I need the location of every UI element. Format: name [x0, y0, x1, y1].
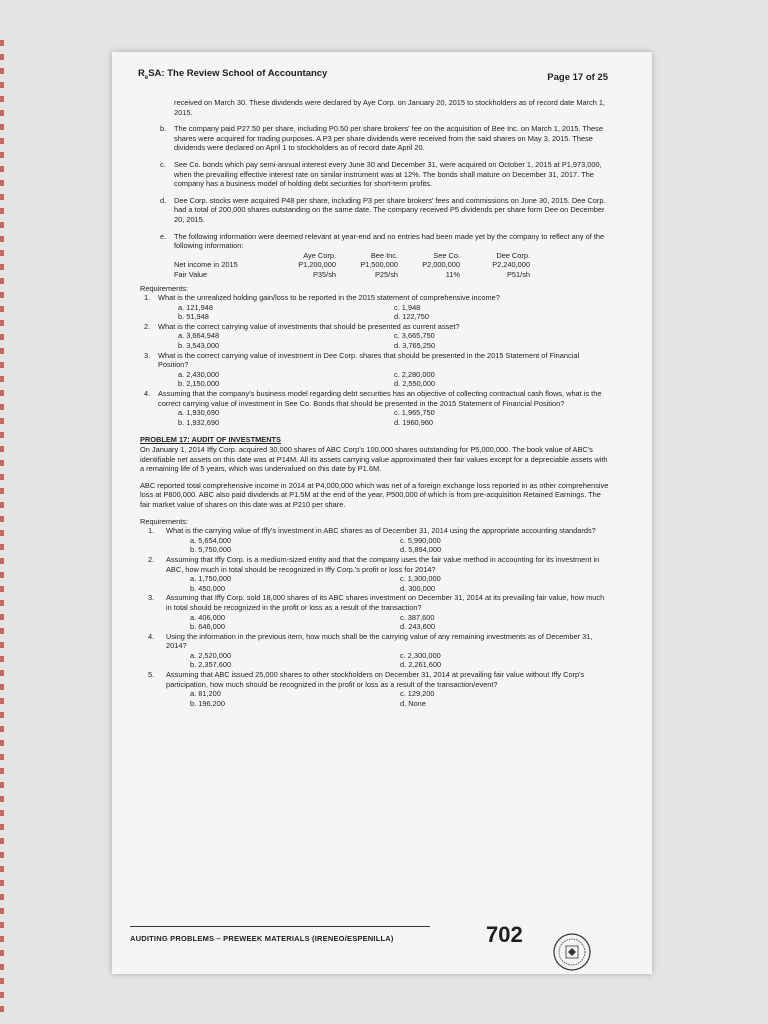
p17-question-3: 3. Assuming that Iffy Corp. sold 18,000 shares of its ABC shares investment on December 31, 2014 at its prevailing fair value, how much in total should be recognized in the profit or loss as a result of the transaction? [148, 593, 605, 612]
p17-question-1: 1. What is the carrying value of Iffy's investment in ABC shares as of December 31, 2014 using the appropriate accounting standards? [148, 526, 596, 536]
question-2-options: a. 3,664,948 c. 3,665,750 b. 3,543,000 d. 3,765,250 [178, 331, 436, 351]
question-1-options: a. 121,948 c. 1,948 b. 51,948 d. 122,750 [178, 302, 429, 322]
p17-question-2: 2. Assuming that Iffy Corp. is a medium-sized entity and that the company uses the fair value method in accounting for its investment in ABC, how much in total should be recognized in Iffy Corp.'s profit or loss for 2014? [148, 554, 600, 574]
item-e: e. The following information were deemed relevant at year-end and no entries had been made yet by the company to reflect any of the following information: [160, 231, 605, 251]
page-indicator: Page 17 of 25 [547, 72, 608, 83]
question-3-options: a. 2,430,000 c. 2,280,000 b. 2,150,000 d. 2,550,000 [178, 369, 436, 389]
p17-question-5-options: a. 81,200 c. 129,200 b. 196,200 d. None [190, 689, 435, 708]
p17-question-1-options: a. 5,654,000 c. 5,990,000 b. 5,750,000 d. 5,894,000 [190, 535, 442, 555]
document-body [140, 98, 610, 708]
school-name: $R_eSA$: The Review School of Accountancy [138, 68, 328, 81]
p17-question-5: 5. Assuming that ABC issued 25,000 shares to other stockholders on December 31, 2014 at prevailing fair value without Iffy Corp's participation, how much should be recognized in the profit or loss as a result of the transaction/event? [148, 670, 585, 689]
intro-paragraph: received on March 30. These dividends were declared by Aye Corp. on January 20, 2015 to stockholders as of record date March 1, 2015. [174, 98, 606, 117]
question-4-options: a. 1,930,690 c. 1,965,750 b. 1,932,690 d. 1960,960 [178, 408, 435, 427]
investment-info-table: Aye Corp. Bee Inc. See Co. Dee Corp. Net income in 2015 P1,200,000 P1,500,000 P2,000,000 P2,240,000 Fair Value P35/sh P25/sh 11% P51/sh [174, 250, 530, 279]
scan-edge-marks [0, 40, 4, 1020]
p17-question-4-options: a. 2,520,000 c. 2,300,000 b. 2,357,600 d. 2,261,600 [190, 650, 442, 670]
question-1: 1. What is the unrealized holding gain/loss to be reported in the 2015 statement of comprehensive income? [144, 293, 500, 303]
footer-rule [130, 926, 430, 927]
item-c: c. See Co. bonds which pay semi-annual interest every June 30 and December 31, were acquired on October 1, 2015 at P1,973,000, when the prevailing effective interest rate on similar instrument was at 12%. The bonds shall mature on December 31, 2017. The company has a business model of holding debt securities for short-term profits. [160, 159, 602, 189]
question-4: 4. Assuming that the company's business model regarding debt securities has an objective of collecting contractual cash flows, what is the correct carrying value of investment in See Co. Bonds that should be presented in the 2015 Statement of Financial Position? [144, 389, 602, 408]
item-b: b. The company paid P27.50 per share, including P0.50 per share brokers' fee on the acquisition of Bee Inc. on March 1, 2015. These shares were acquired for trading purposes. A P3 per share dividends were received from the said shares on May 3, 2015. These dividends were declared on April 1 to stockholders as of record date April 20. [160, 124, 603, 153]
requirements-heading: Requirements: [140, 283, 189, 293]
p17-question-3-options: a. 406,000 c. 387,600 b. 646,000 d. 243,600 [190, 612, 435, 632]
item-d: d. Dee Corp. stocks were acquired P48 per share, including P3 per share brokers' fees and commissions on June 30, 2015. Dee Corp. had a total of 200,000 shares outstanding on the same date. The company received P5 dividends per share form Dee on December 20, 2015. [160, 195, 606, 224]
problem-17-title: PROBLEM 17: AUDIT OF INVESTMENTS [140, 435, 281, 445]
problem-17-paragraph-1: On January 1, 2014 Iffy Corp. acquired 30,000 shares of ABC Corp's 100,000 shares outstanding for P5,000,000. The book value of ABC's identifiable net assets on this date was at P14M. All its assets carrying value approximated their fair values except for a depreciable assets with a remaining life of 5 years, which was undervalued on this date by P1.6M. [140, 445, 608, 474]
question-3: 3. What is the correct carrying value of investment in Dee Corp. shares that should be presented in the 2015 Statement of Financial Position? [144, 350, 580, 370]
p17-question-2-options: a. 1,750,000 c. 1,300,000 b. 450,000 d. 300,000 [190, 574, 441, 593]
question-2: 2. What is the correct carrying value of investments that should be presented as current asset? [144, 321, 460, 331]
footer-title: AUDITING PROBLEMS – PREWEEK MATERIALS (IRENEO/ESPENILLA) [130, 934, 394, 943]
problem-17-requirements-heading: Requirements: [140, 516, 189, 526]
footer-page-number: 702 [486, 922, 523, 947]
school-seal-logo [552, 932, 592, 972]
p17-question-4: 4. Using the information in the previous item, how much shall be the carrying value of any remaining investments as of December 31, 2014? [148, 631, 593, 651]
problem-17-paragraph-2: ABC reported total comprehensive income in 2014 at P4,000,000 which was net of a foreign exchange loss reported in as other comprehensive loss at P800,000. ABC also paid dividends at P1.5M at the end of the year, P500,000 of which is from pre-acquisition Retained Earnings. The fair market value of shares on this date was at P210 per share. [140, 480, 609, 509]
